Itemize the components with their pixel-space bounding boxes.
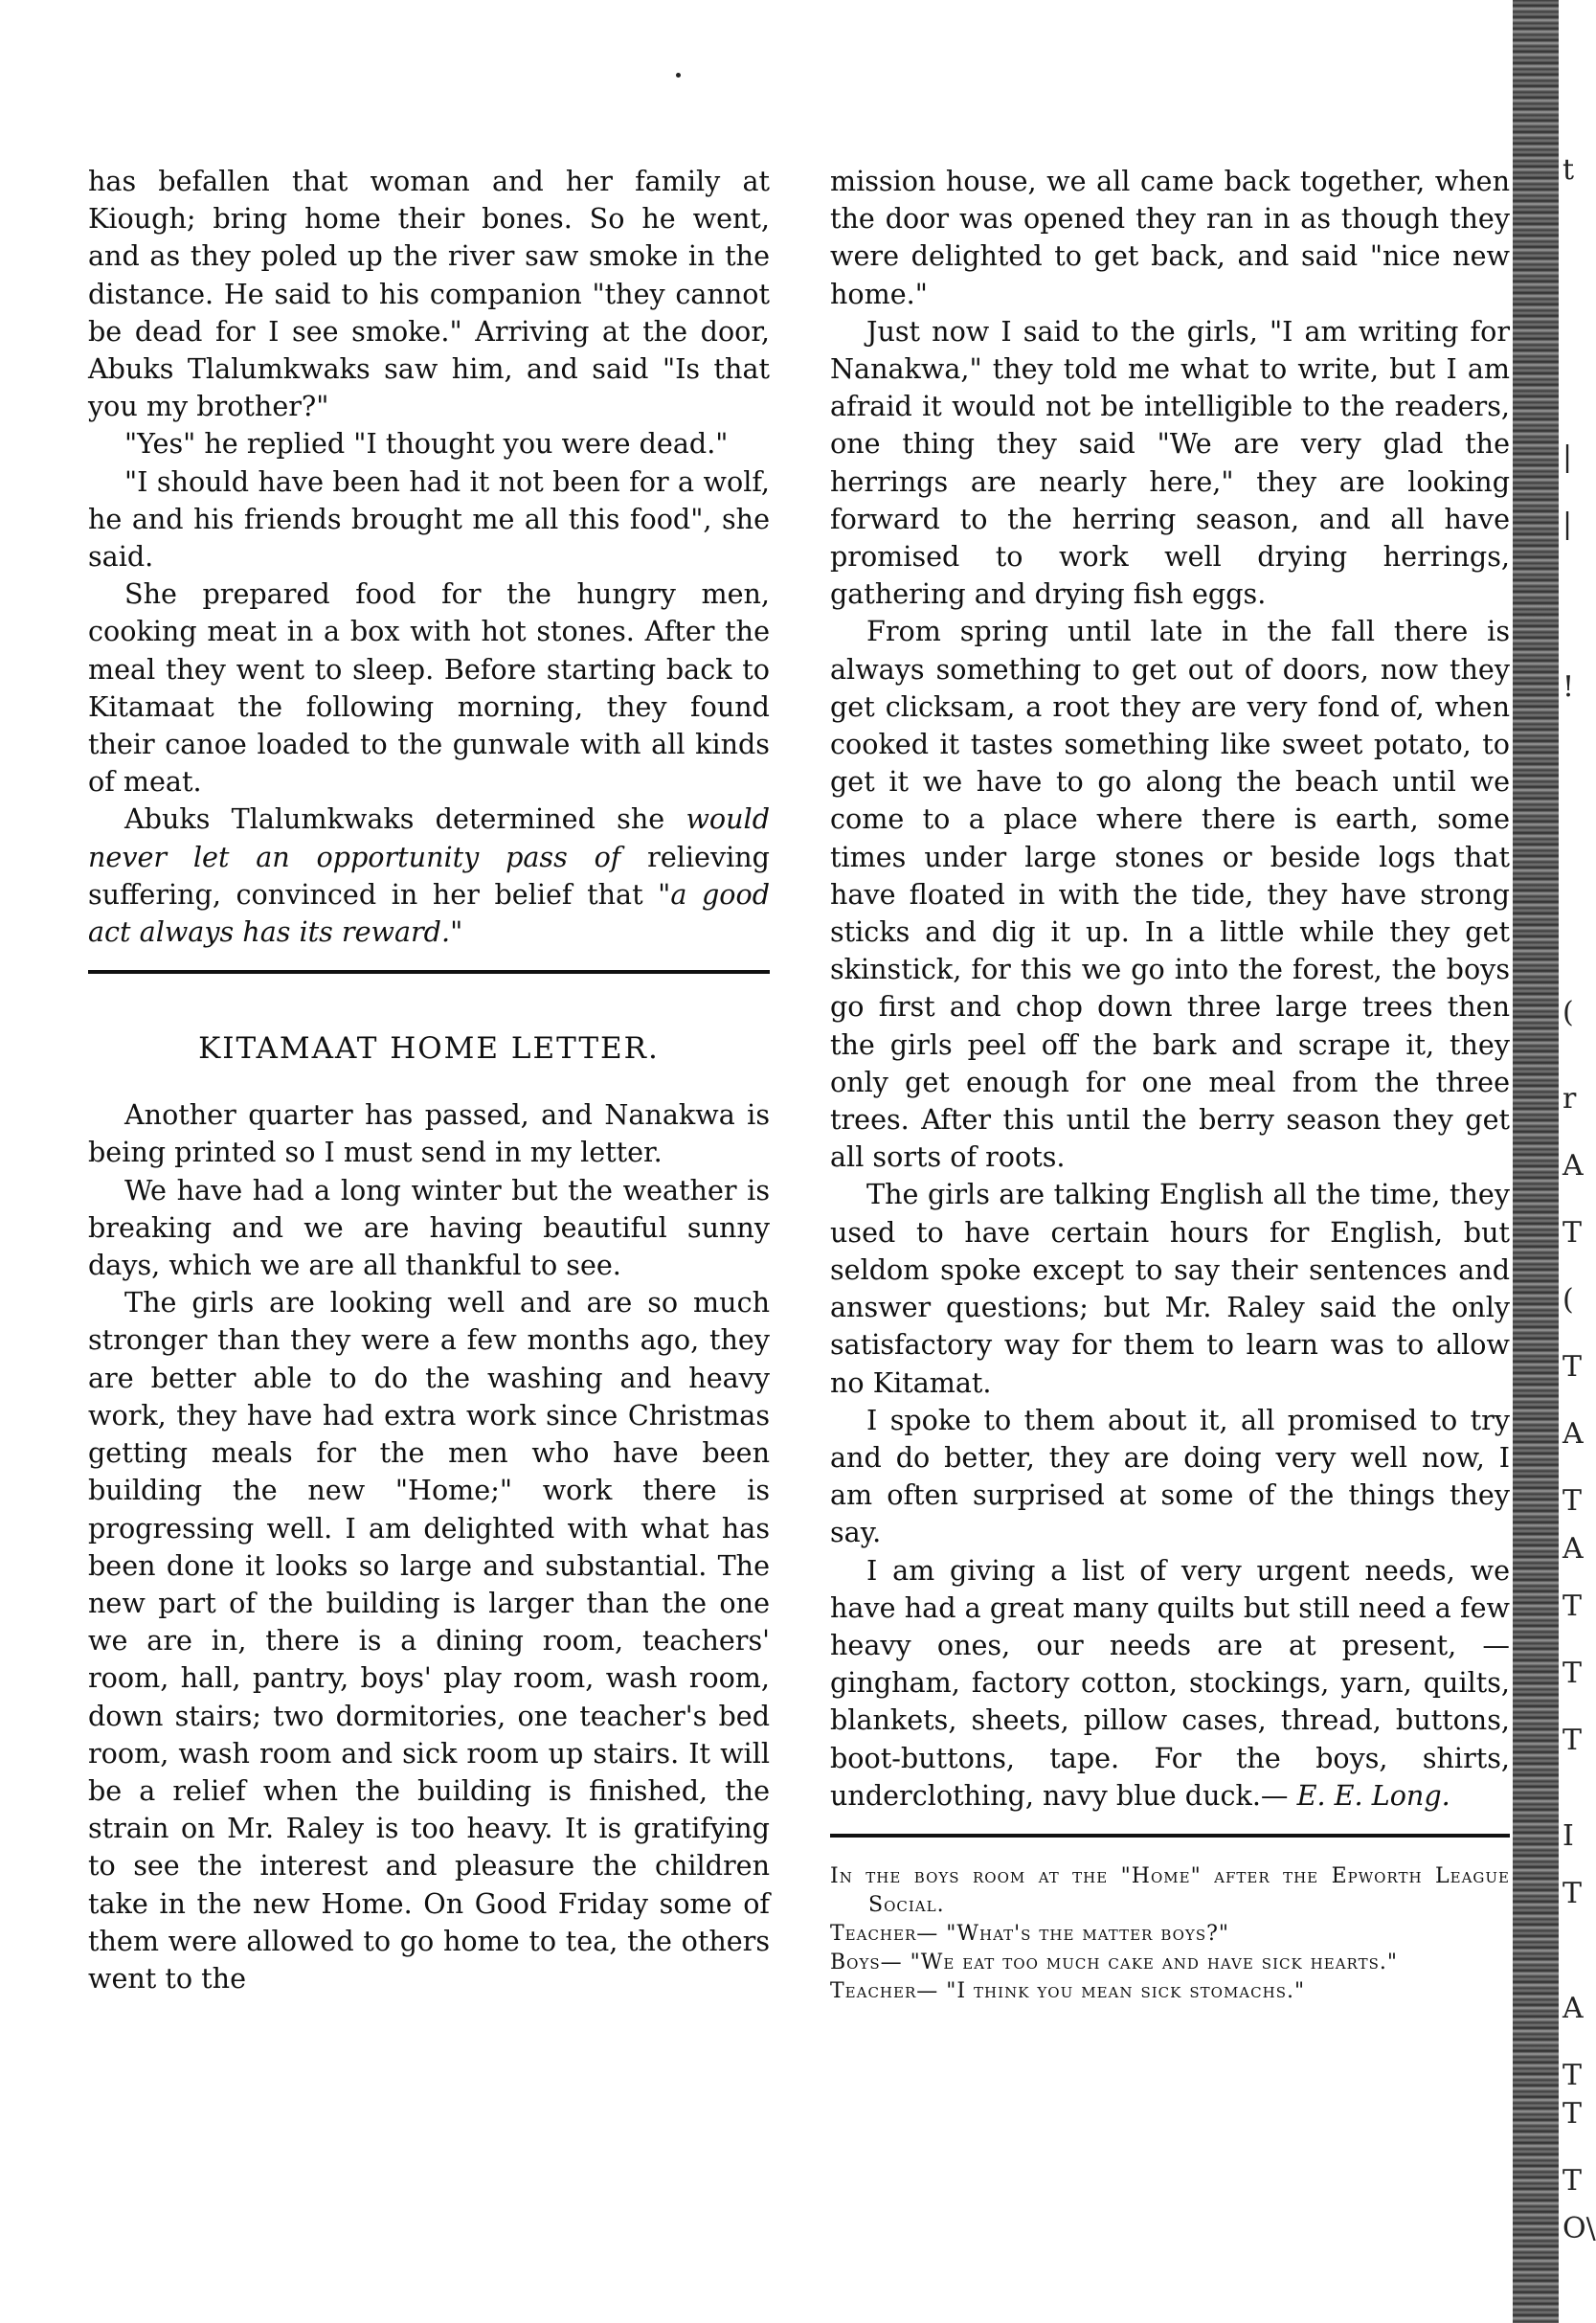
edge-fragment: |	[1562, 507, 1573, 541]
edge-fragment: T	[1562, 2164, 1583, 2198]
section-divider	[88, 970, 770, 974]
letter-paragraph: We have had a long winter but the weather is breaking and we are having beautiful sunny days, which we are all thankful to see.	[88, 1173, 770, 1282]
edge-fragment: A	[1562, 1417, 1584, 1451]
edge-fragment: T	[1562, 1216, 1583, 1250]
section-divider	[830, 1834, 1510, 1838]
edge-fragment: T	[1562, 1657, 1583, 1690]
edge-fragment: !	[1562, 670, 1575, 704]
story-paragraph: "Yes" he replied "I thought you were dead."	[124, 427, 729, 461]
edge-fragment: A	[1562, 1149, 1584, 1183]
letter-paragraph: From spring until late in the fall there is always something to get out of doors, now they get clicksam, a root they are very fond of, when cooked it tastes something like sweet potato, to get it we have to go along the beach until we come to a place where there is earth, some times under large stones or beside logs that have floated in with the tide, they have strong sticks and dig it up. In a little while they get skinstick, for this we go into the forest, the boys go first and chop down three large trees then the girls peel off the bark and scrape it, they only get enough for one meal from the three trees. After this until the berry season they get all sorts of roots.	[830, 615, 1510, 1174]
letter-paragraph: mission house, we all came back together, when the door was opened they ran in as though they were delighted to get back, and said "nice new home."	[830, 165, 1510, 310]
joke-line: Teacher— "What's the matter boys?"	[830, 1921, 1230, 1946]
edge-fragment: A	[1562, 1532, 1584, 1566]
story-final-text: relieving suffering, convinced in her belief that "	[88, 840, 770, 911]
joke-line: Boys— "We eat too much cake and have sick hearts."	[830, 1950, 1398, 1974]
joke-line: Teacher— "I think you mean sick stomachs."	[830, 1978, 1306, 2003]
letter-paragraph: I spoke to them about it, all promised to try and do better, they are doing very well now, I am often surprised at some of the things they say.	[830, 1403, 1510, 1549]
edge-fragment: T	[1562, 1724, 1583, 1757]
edge-fragment: T	[1562, 1484, 1583, 1518]
story-final-italic: would never let an opportunity pass of	[88, 802, 770, 873]
edge-fragment: T	[1562, 1590, 1583, 1623]
story-paragraph: has befallen that woman and her family at Kiough; bring home their bones. So he went, and as they poled up the river saw smoke in the distance. He said to his companion "they cannot be dead for I see smoke." Arriving at the door, Abuks Tlalumkwaks saw him, and said "Is that you my brother?"	[88, 165, 770, 423]
print-speck	[676, 73, 681, 78]
letter-paragraph: Another quarter has passed, and Nanakwa is being printed so I must send in my letter.	[88, 1098, 770, 1169]
left-column	[88, 163, 770, 1997]
edge-fragment: r	[1562, 1082, 1577, 1116]
edge-fragment: |	[1562, 440, 1573, 474]
edge-fragment: T	[1562, 1877, 1583, 1910]
section-heading: KITAMAAT HOME LETTER.	[198, 1031, 660, 1067]
letter-signature: E. E. Long.	[1296, 1778, 1450, 1812]
edge-fragment: O\	[1562, 2212, 1596, 2245]
edge-fragment: T	[1562, 2097, 1583, 2131]
story-final-paragraph	[88, 801, 770, 951]
edge-fragment: t	[1562, 153, 1575, 187]
edge-fragment: I	[1562, 1819, 1574, 1853]
adjacent-page-fragments	[1562, 0, 1596, 2323]
story-final-italic: a good act always has its reward.	[88, 877, 770, 949]
story-paragraph: "I should have been had it not been for a wolf, he and his friends brought me all this food", she said.	[88, 464, 770, 574]
letter-final-paragraph	[830, 1552, 1510, 1815]
edge-fragment: A	[1562, 1992, 1584, 2025]
story-final-text: "	[450, 915, 463, 949]
edge-fragment: T	[1562, 2059, 1583, 2092]
story-final-text: Abuks Tlalumkwaks determined she	[124, 802, 686, 836]
edge-fragment: T	[1562, 1350, 1583, 1384]
page-edge-bleed	[1513, 0, 1596, 2323]
story-paragraph: She prepared food for the hungry men, cooking meat in a box with hot stones. After the meal they went to sleep. Before starting back to Kitamaat the following morning, they found their canoe loaded to the gunwale with all kinds of meat.	[88, 577, 770, 799]
right-column	[830, 163, 1510, 2006]
joke-box	[830, 1862, 1510, 2006]
edge-fragment: (	[1562, 1283, 1574, 1317]
dark-gutter-strip	[1513, 0, 1559, 2323]
joke-intro: In the boys room at the "Home" after the Epworth League Social.	[830, 1863, 1510, 1917]
letter-paragraph: The girls are talking English all the time, they used to have certain hours for English, but seldom spoke except to say their sentences and answer questions; but Mr. Raley said the only satisfactory way for them to learn was to allow no Kitamat.	[830, 1178, 1510, 1399]
edge-fragment: (	[1562, 996, 1574, 1029]
letter-final-text: I am giving a list of very urgent needs, we have had a great many quilts but still need a few heavy ones, our needs are at present, —gingham, factory cotton, stockings, yarn, quilts, blankets, sheets, pillow cases, thread, buttons, boot-buttons, tape. For the boys, shirts, underclothing, navy blue duck.—	[830, 1553, 1510, 1812]
letter-paragraph: Just now I said to the girls, "I am writing for Nanakwa," they told me what to write, but I am afraid it would not be intelligible to the readers, one thing they said "We are very glad the herrings are nearly here," they are looking forward to the herring season, and all have promised to work well drying herrings, gathering and drying fish eggs.	[830, 314, 1510, 611]
letter-paragraph: The girls are looking well and are so much stronger than they were a few months ago, they are better able to do the washing and heavy work, they have had extra work since Christmas getting meals for the men who have been building the new "Home;" work there is progressing well. I am delighted with what has been done it looks so large and substantial. The new part of the building is larger than the one we are in, there is a dining room, teachers' room, hall, pantry, boys' play room, wash room, down stairs; two dormitories, one teacher's bed room, wash room and sick room up stairs. It will be a relief when the building is finished, the strain on Mr. Raley is too heavy. It is gratifying to see the interest and pleasure the children take in the new Home. On Good Friday some of them were allowed to go home to tea, the others went to the	[88, 1286, 770, 1995]
